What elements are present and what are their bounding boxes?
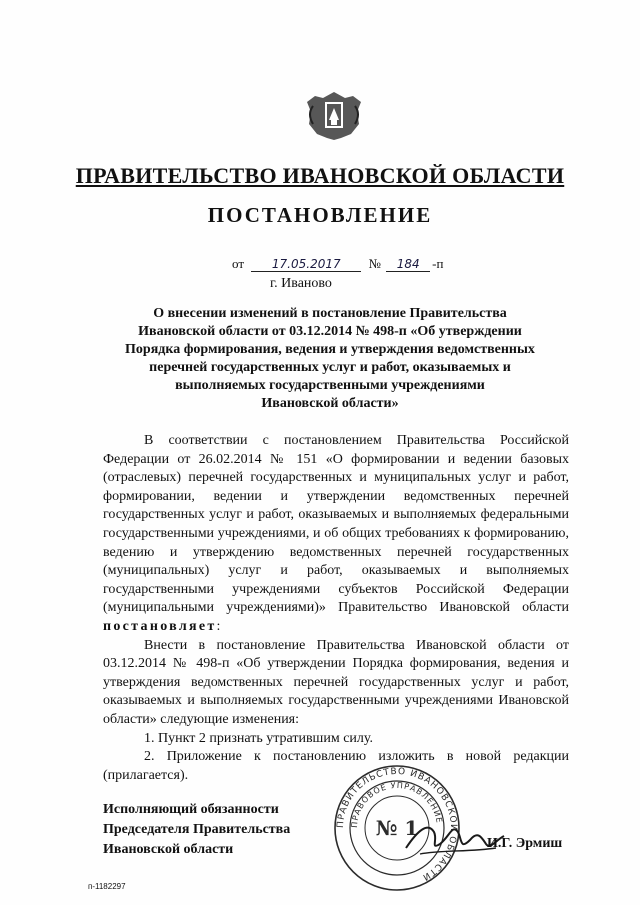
government-title: ПРАВИТЕЛЬСТВО ИВАНОВСКОЙ ОБЛАСТИ bbox=[75, 163, 565, 188]
position-line: Председателя Правительства bbox=[103, 822, 291, 837]
number-prefix: № bbox=[368, 256, 381, 271]
body-paragraph: 2. Приложение к постановлению изложить в новой редакции (прилагается). bbox=[103, 749, 569, 783]
number-suffix: -п bbox=[432, 256, 444, 271]
decree-word: постановляет bbox=[103, 618, 217, 634]
signatory-name: И.Г. Эрмиш bbox=[487, 836, 563, 851]
body-paragraph: Внести в постановление Правительства Ивановской области от 03.12.2014 № 498-п «Об утверждении Порядка формирования, ведения и утверждения ведомственных перечней государственных услуг и работ, оказываемых и выполняемых государственными учреждениями Ивановской области» следующие изменения: bbox=[103, 637, 569, 727]
paragraph-end: : bbox=[216, 618, 221, 634]
document-date: 17.05.2017 bbox=[251, 257, 361, 272]
stamp-outer-text: ПРАВИТЕЛЬСТВО ИВАНОВСКОЙ ОБЛАСТИ bbox=[335, 766, 459, 883]
document-number: 184 bbox=[386, 257, 430, 272]
date-prefix: от bbox=[232, 256, 245, 271]
document-city: г. Иваново bbox=[270, 276, 332, 291]
handwritten-signature bbox=[400, 810, 510, 860]
stamp-inner-text: ПРАВОВОЕ УПРАВЛЕНИЕ bbox=[349, 780, 444, 829]
body-paragraph bbox=[103, 432, 569, 637]
subject-line: О внесении изменений в постановление Правительства bbox=[153, 306, 507, 321]
body-paragraph: 1. Пункт 2 признать утратившим силу. bbox=[144, 730, 373, 746]
subject-line: Ивановской области от 03.12.2014 № 498-п «Об утверждении bbox=[138, 324, 522, 339]
subject-line: перечней государственных услуг и работ, оказываемых и bbox=[149, 360, 511, 375]
position-line: Исполняющий обязанности bbox=[103, 802, 279, 817]
document-subject bbox=[110, 305, 550, 413]
subject-line: Ивановской области» bbox=[261, 396, 399, 411]
document-code: п-1182297 bbox=[88, 882, 126, 891]
document-type: ПОСТАНОВЛЕНИЕ bbox=[207, 203, 433, 227]
ivanovo-coat-of-arms-icon bbox=[303, 90, 365, 142]
subject-line: выполняемых государственными учреждениями bbox=[175, 378, 485, 393]
signatory-position bbox=[103, 800, 290, 860]
position-line: Ивановской области bbox=[103, 842, 234, 857]
subject-line: Порядка формирования, ведения и утверждения ведомственных bbox=[125, 342, 535, 357]
stamp-number: № 1 bbox=[375, 816, 419, 840]
document-body bbox=[103, 432, 569, 785]
document-date-number bbox=[232, 256, 443, 272]
paragraph-text: В соответствии с постановлением Правительства Российской Федерации от 26.02.2014 № 151 «О формировании и ведении базовых (отраслевых) перечней государственных и муниципальных услуг и работ, формировании, ведении и утверждении ведомственных перечней государственных услуг и работ, оказываемых и выполняемых федеральными государственными учреждениями, и об общих требованиях к формированию, ведению и утверждению ведомственных перечней государственных (муниципальных) услуг и работ, оказываемых и выполняемых государственными учреждениями субъектов Российской Федерации (муниципальными учреждениями)» Правительство Ивановской области bbox=[103, 433, 569, 616]
